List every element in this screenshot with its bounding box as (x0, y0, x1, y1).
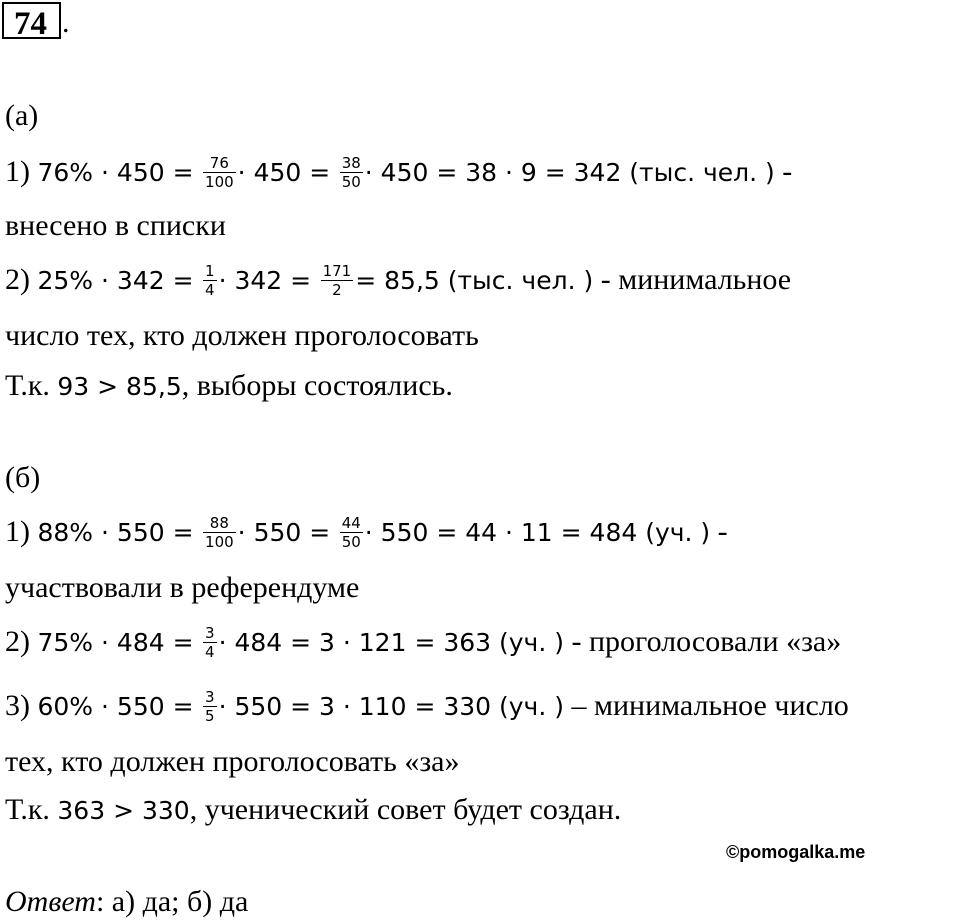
task-number-box (2, 2, 61, 42)
part-b-line-3-continued: тех, кто должен проголосовать «за» (5, 745, 460, 778)
fraction: $\frac{38}{50}$ (341, 153, 361, 191)
part-a-conclusion: Т.к. 93 > 85,5, выборы состоялись. (5, 369, 453, 402)
fraction: $\frac{88}{100}$ (205, 513, 234, 551)
part-b-line-3: 3) 60% · 550 = $\frac{3}{5}$ · 550 = 3 · 110 = 330 (уч. ) – минимальное число (5, 687, 849, 725)
fraction: $\frac{44}{50}$ (341, 513, 361, 551)
answer-text: : а) да; б) да (95, 885, 249, 918)
fraction: $\frac{3}{5}$ (205, 687, 215, 725)
part-b-line-1-continued: участвовали в референдуме (5, 571, 360, 604)
part-a-line-1-continued: внесено в списки (5, 209, 226, 242)
watermark: ©pomogalka.me (726, 842, 866, 862)
part-b-line-2: 2) 75% · 484 = $\frac{3}{4}$ · 484 = 3 · 121 = 363 (уч. ) - проголосовали «за» (5, 623, 842, 661)
task-number: 74 (14, 6, 47, 42)
answer-label: Ответ (5, 885, 96, 918)
fraction: $\frac{171}{2}$ (322, 261, 352, 299)
part-a-line-1: 1) 76% · 450 = $\frac{76}{100}$ · 450 = $\frac{38}{50}$ · 450 = 38 · 9 = 342 (тыс. чел. ) - (5, 153, 793, 191)
part-b-label: (б) (5, 461, 41, 494)
part-a-line-2-continued: число тех, кто должен проголосовать (5, 319, 479, 352)
answer (5, 884, 248, 920)
part-b-line-1: 1) 88% · 550 = $\frac{88}{100}$ · 550 = $\frac{44}{50}$ · 550 = 44 · 11 = 484 (уч. ) - (5, 513, 728, 551)
task-number-dot: . (62, 6, 70, 39)
fraction: $\frac{3}{4}$ (205, 623, 215, 661)
part-a-label: (а) (5, 99, 39, 132)
part-a-line-2: 2) 25% · 342 = $\frac{1}{4}$ · 342 = $\frac{171}{2}$ = 85,5 (тыс. чел. ) - минимальное (5, 261, 792, 299)
fraction: $\frac{1}{4}$ (205, 261, 215, 299)
part-b-conclusion: Т.к. 363 > 330, ученический совет будет создан. (5, 793, 622, 826)
fraction: $\frac{76}{100}$ (205, 153, 234, 191)
